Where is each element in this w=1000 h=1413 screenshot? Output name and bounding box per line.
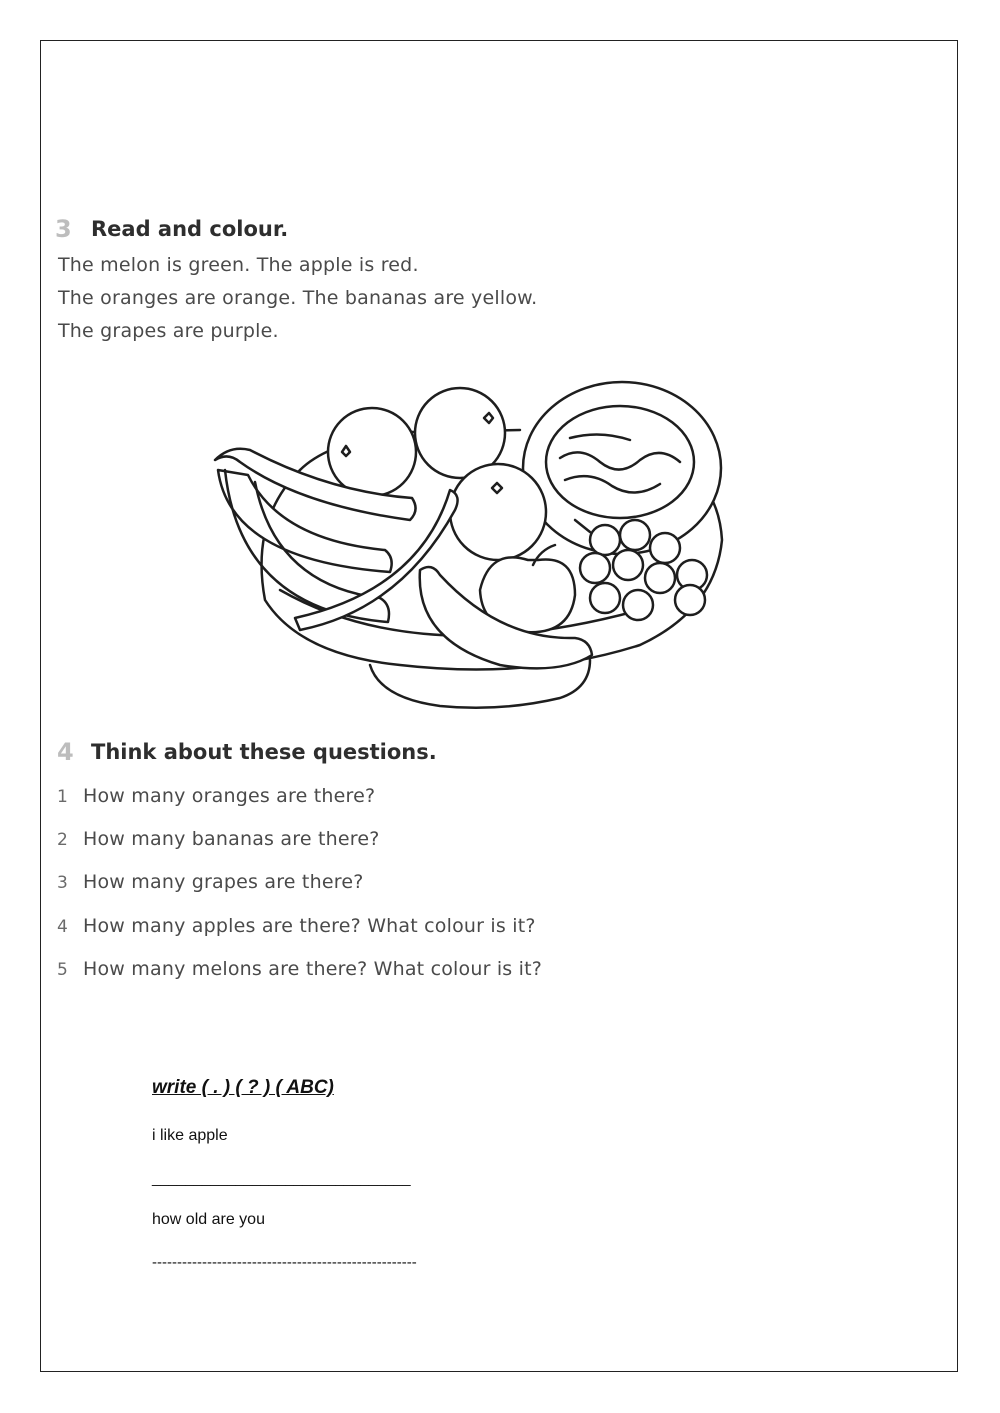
exercise-3-line: The oranges are orange. The bananas are yellow. [58,287,538,309]
orange-left [328,408,416,496]
question-text: How many grapes are there? [83,871,364,893]
answer-line-1[interactable]: _______________________________ [152,1170,411,1187]
question-number: 2 [57,830,68,850]
fruit-bowl-illustration [200,378,730,713]
question-text: How many apples are there? What colour is it? [83,915,536,937]
question-number: 4 [57,917,68,937]
orange-front [450,464,546,560]
exercise-3-line: The melon is green. The apple is red. [58,254,419,276]
exercise-3-number: 3 [55,215,72,243]
exercise-4-number: 4 [57,738,74,766]
writing-sentence-2: how old are you [152,1211,265,1228]
writing-task-title: write ( . ) ( ? ) ( ABC) [152,1077,334,1098]
question-number: 3 [57,873,68,893]
exercise-4-title: Think about these questions. [91,740,437,764]
question-number: 5 [57,960,68,980]
question-text: How many bananas are there? [83,828,380,850]
question-text: How many oranges are there? [83,785,376,807]
answer-line-2[interactable]: ----------------------------------------------------- [152,1254,417,1271]
writing-sentence-1: i like apple [152,1127,228,1144]
question-text: How many melons are there? What colour is it? [83,958,543,980]
question-number: 1 [57,787,68,807]
grapes [575,520,707,620]
exercise-3-line: The grapes are purple. [58,320,279,342]
exercise-3-title: Read and colour. [91,217,289,241]
